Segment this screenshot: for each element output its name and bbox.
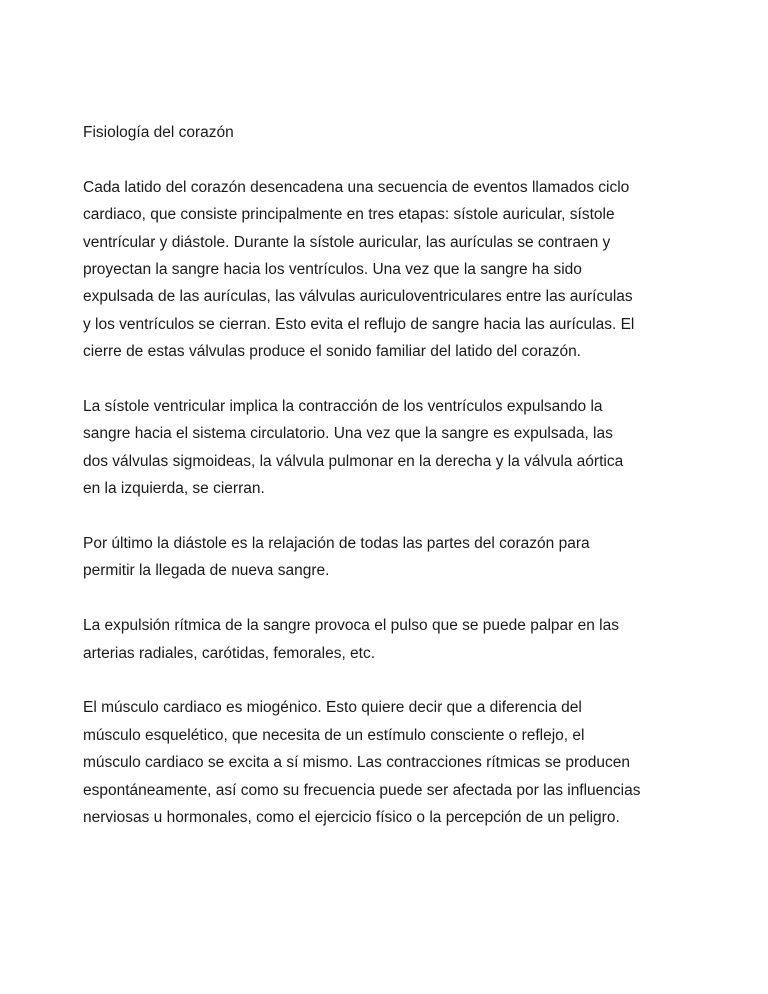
text-line: Cada latido del corazón desencadena una secuencia de eventos llamados ciclo (83, 178, 630, 196)
text-line: dos válvulas sigmoideas, la válvula pulmonar en la derecha y la válvula aórtica (83, 452, 624, 470)
text-line: músculo esquelético, que necesita de un estímulo consciente o reflejo, el (83, 726, 585, 744)
text-line: espontáneamente, así como su frecuencia puede ser afectada por las influencias (83, 781, 641, 799)
text-line: músculo cardiaco se excita a sí mismo. Las contracciones rítmicas se producen (83, 754, 631, 772)
text-line: cierre de estas válvulas produce el sonido familiar del latido del corazón. (83, 343, 581, 361)
paragraph-ventricular-systole (83, 393, 683, 503)
text-line: sangre hacia el sistema circulatorio. Una vez que la sangre es expulsada, las (83, 425, 613, 443)
text-line: permitir la llegada de nueva sangre. (83, 562, 330, 580)
text-line: proyectan la sangre hacia los ventrículos. Una vez que la sangre ha sido (83, 261, 582, 279)
paragraph-diastole (83, 530, 683, 585)
text-line: arterias radiales, carótidas, femorales, etc. (83, 644, 376, 662)
text-line: ventrícular y diástole. Durante la sístole auricular, las aurículas se contraen y (83, 233, 611, 251)
text-line: Por último la diástole es la relajación de todas las partes del corazón para (83, 535, 590, 553)
text-line: cardiaco, que consiste principalmente en tres etapas: sístole auricular, sístole (83, 206, 615, 224)
paragraph-myogenic (83, 694, 683, 831)
paragraph-cardiac-cycle (83, 174, 683, 366)
document-title: Fisiología del corazón (83, 124, 234, 141)
text-line: en la izquierda, se cierran. (83, 480, 265, 498)
text-line: La expulsión rítmica de la sangre provoca el pulso que se puede palpar en las (83, 617, 619, 635)
paragraph-pulse (83, 612, 683, 667)
document-body (83, 119, 683, 859)
text-line: La sístole ventricular implica la contracción de los ventrículos expulsando la (83, 398, 603, 416)
text-line: y los ventrículos se cierran. Esto evita el reflujo de sangre hacia las aurículas. El (83, 315, 635, 333)
text-line: El músculo cardiaco es miogénico. Esto quiere decir que a diferencia del (83, 699, 582, 717)
text-line: nerviosas u hormonales, como el ejercicio físico o la percepción de un peligro. (83, 809, 620, 827)
text-line: expulsada de las aurículas, las válvulas auriculoventriculares entre las aurículas (83, 288, 633, 306)
